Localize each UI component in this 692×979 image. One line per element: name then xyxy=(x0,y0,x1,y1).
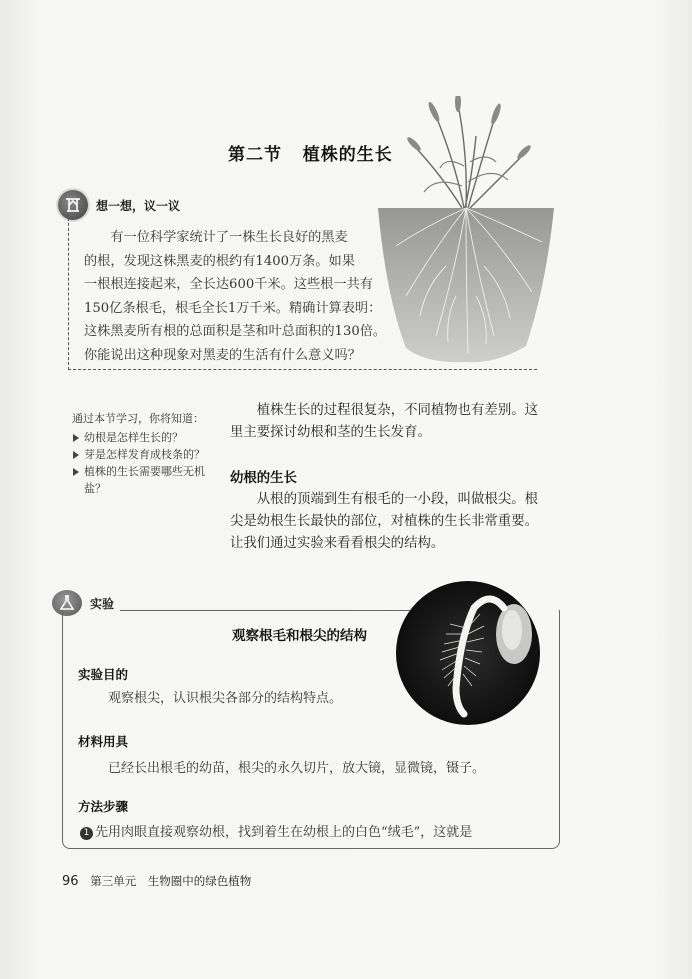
step-number: 1 xyxy=(80,827,93,840)
think-discuss-text xyxy=(84,226,414,367)
step-1-text: 先用肉眼直接观察幼根，找到着生在幼根上的白色“绒毛”，这就是 xyxy=(95,825,473,840)
think-line: 有一位科学家统计了一株生长良好的黑麦 xyxy=(84,230,348,245)
materials-heading: 材料用具 xyxy=(78,734,129,749)
think-discuss-label: 想一想，议一议 xyxy=(96,198,181,213)
think-line: 的根，发现这株黑麦的根约有1400万条。如果 xyxy=(84,253,355,269)
intro-text xyxy=(230,400,542,444)
step-1 xyxy=(80,821,472,840)
purpose-heading: 实验目的 xyxy=(78,667,129,682)
learning-goal-item: 植株的生长需要哪些无机盐？ xyxy=(72,463,222,497)
experiment-label: 实验 xyxy=(90,596,115,611)
materials-text: 已经长出根毛的幼苗，根尖的永久切片，放大镜，显微镜，镊子。 xyxy=(108,761,486,776)
learning-goals-title: 通过本节学习，你将知道： xyxy=(72,412,204,425)
learning-goals-sidebar xyxy=(72,410,222,497)
learning-goal-item: 芽是怎样发育成枝条的？ xyxy=(72,446,222,463)
page-footer xyxy=(62,873,251,889)
root-growth-heading: 幼根的生长 xyxy=(230,471,297,486)
learning-goal-item: 幼根是怎样生长的？ xyxy=(72,429,222,446)
root-growth-paragraph: 从根的顶端到生有根毛的一小段，叫做根尖。根尖是幼根生长最快的部位，对植株的生长非常重要。让我们通过实验来看看根尖的结构。 xyxy=(230,492,538,551)
page-number: 96 xyxy=(62,874,79,889)
experiment-title: 观察根毛和根尖的结构 xyxy=(232,628,367,644)
think-line: 一根根连接起来，全长达600千米。这些根一共有 xyxy=(84,277,373,292)
intro-paragraph: 植株生长的过程很复杂，不同植物也有差别。这里主要探讨幼根和茎的生长发育。 xyxy=(230,403,538,440)
root-hair-photo xyxy=(394,578,542,728)
section-title: 第二节 植株的生长 xyxy=(228,145,393,165)
unit-title: 第三单元 生物圈中的绿色植物 xyxy=(90,874,252,888)
root-growth-text xyxy=(230,489,542,555)
steps-heading: 方法步骤 xyxy=(78,799,129,814)
think-line: 这株黑麦所有根的总面积是茎和叶总面积的130倍。 xyxy=(84,324,387,339)
think-line: 你能说出这种现象对黑麦的生活有什么意义吗？ xyxy=(84,347,361,363)
purpose-text: 观察根尖，认识根尖各部分的结构特点。 xyxy=(108,691,343,706)
think-line: 150亿条根毛，根毛全长1万千米。精确计算表明： xyxy=(84,300,382,316)
